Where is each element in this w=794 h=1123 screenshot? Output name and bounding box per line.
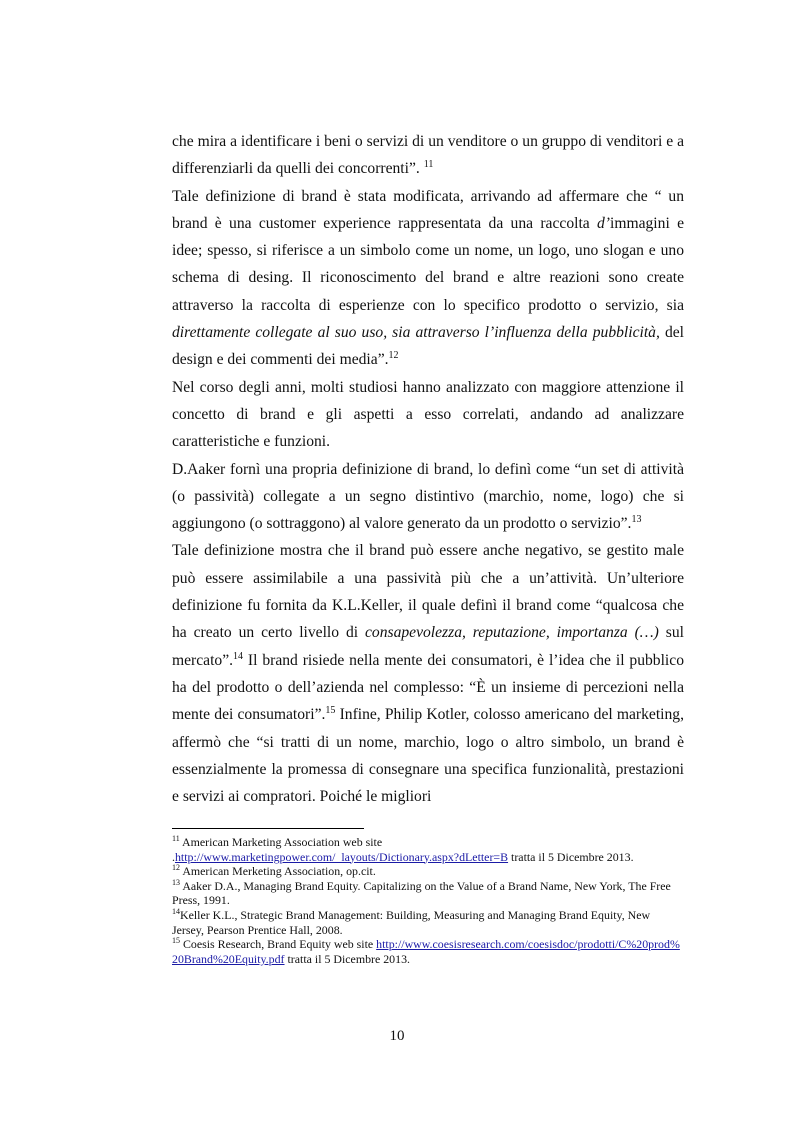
- italic-text: direttamente collegate al suo uso, sia attraverso l’influenza della pubblicità,: [172, 324, 660, 342]
- paragraph-text: che mira a identificare i beni o servizi di un venditore o un gruppo di venditori e a differenziarli da quelli dei concorrenti”.: [172, 133, 684, 178]
- paragraph-text: Nel corso degli anni, molti studiosi hanno analizzato con maggiore attenzione il concetto di brand e gli aspetti a esso correlati, andando ad analizzare caratteristiche e funzioni.: [172, 378, 684, 451]
- footnote-ref-12: 12: [388, 350, 399, 362]
- italic-text: consapevolezza, reputazione, importanza (…): [364, 624, 659, 642]
- footnote-divider: [172, 828, 364, 829]
- paragraph-text: Tale definizione di brand è stata modificata, arrivando ad affermare che “ un brand è una customer experience rappresentata da una raccolta: [172, 187, 684, 232]
- footnote-13: [172, 879, 684, 908]
- paragraph-text: D.Aaker fornì una propria definizione di brand, lo definì come “un set di attività (o passività) collegate a un segno distintivo (marchio, nome, logo) che si aggiungono (o sottraggono) al valore generato da un prodotto o servizio”.: [172, 460, 684, 533]
- footnote-text: Aaker D.A., Managing Brand Equity. Capitalizing on the Value of a Brand Name, New York, The Free Press, 1991.: [172, 878, 671, 908]
- footnote-link[interactable]: http://www.marketingpower.com/_layouts/Dictionary.aspx?dLetter=B: [174, 849, 509, 864]
- footnote-text: Coesis Research, Brand Equity web site: [180, 937, 377, 952]
- footnote-ref-11: 11: [423, 159, 434, 171]
- footnote-text: American Merketing Association, op.cit.: [180, 864, 376, 879]
- footnote-number: 15: [172, 936, 180, 946]
- footnote-ref-15: 15: [325, 705, 336, 717]
- paragraph-3: [172, 374, 684, 456]
- footnote-text: .: [172, 849, 175, 864]
- page-number: 10: [389, 1028, 405, 1044]
- paragraph-text: del design e dei commenti dei media”.: [172, 324, 684, 369]
- paragraph-text: sul mercato”.: [172, 624, 684, 669]
- footnote-11: [172, 835, 684, 864]
- paragraph-text: immagini e idee; spesso, si riferisce a un simbolo come un nome, un logo, uno slogan e uno schema di desing. Il riconoscimento del brand e altre reazioni sono create attraverso la raccolta di esperienze con lo specifico prodotto o servizio, sia: [172, 214, 684, 314]
- paragraph-5: [172, 537, 684, 810]
- footnote-text: tratta il 5 Dicembre 2013.: [284, 951, 410, 966]
- footnote-text: Keller K.L., Strategic Brand Management: Building, Measuring and Managing Brand Equity, New Jersey, Pearson Prentice Hall, 2008.: [172, 907, 651, 937]
- footnote-14: [172, 908, 684, 937]
- paragraph-text: Il brand risiede nella mente dei consumatori, è l’idea che il pubblico ha del prodotto o dell’azienda nel complesso: “È un insieme di percezioni nella mente dei consumatori”.: [172, 651, 684, 724]
- footnote-15: [172, 937, 684, 966]
- paragraph-1: [172, 128, 684, 183]
- footnotes: [172, 835, 684, 966]
- footnote-number: 13: [172, 877, 180, 887]
- footnote-number: 11: [172, 834, 180, 844]
- paragraph-text: Tale definizione mostra che il brand può essere anche negativo, se gestito male può essere assimilabile a una passività più che a un’attività. Un’ulteriore definizione fu fornita da K.L.Keller, il quale definì il brand come “qualcosa che ha creato un certo livello di: [172, 542, 684, 642]
- footnote-12: [172, 864, 684, 879]
- paragraph-4: [172, 456, 684, 538]
- paragraph-text: Infine, Philip Kotler, colosso americano del marketing, affermò che “si tratti di un nome, marchio, logo o altro simbolo, un brand è essenzialmente la promessa di consegnare una specifica funzionalità, prestazioni e servizi ai compratori. Poiché le migliori: [172, 706, 684, 806]
- footnote-ref-14: 14: [233, 650, 244, 662]
- footnote-text: American Marketing Association web site: [179, 835, 383, 849]
- main-text: [172, 128, 684, 810]
- paragraph-2: [172, 183, 684, 374]
- footnote-number: 12: [172, 863, 180, 873]
- footnote-link[interactable]: http://www.coesisresearch.com/coesisdoc/prodotti/C%20prod%20Brand%20Equity.pdf: [172, 937, 680, 966]
- footnote-number: 14: [172, 907, 180, 916]
- italic-text: d’: [597, 214, 610, 232]
- footnote-ref-13: 13: [631, 513, 642, 525]
- footnote-text: tratta il 5 Dicembre 2013.: [508, 849, 634, 864]
